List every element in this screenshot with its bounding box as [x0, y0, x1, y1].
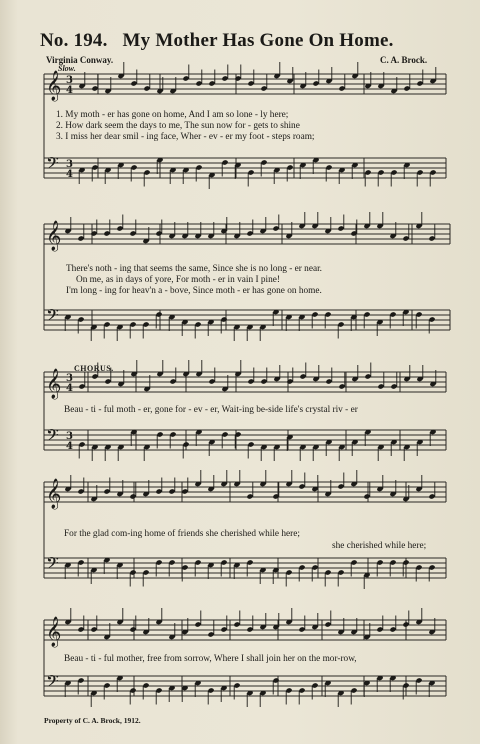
- clefs-5: [46, 616, 61, 695]
- svg-text:4: 4: [66, 383, 73, 394]
- verse-1-line-2: There's noth - ing that seems the same, Since she is no long - er near.: [66, 264, 322, 274]
- svg-text:𝄞: 𝄞: [46, 369, 62, 399]
- treble-staff-1: [44, 74, 446, 94]
- svg-text:4: 4: [66, 441, 73, 452]
- svg-text:4: 4: [66, 169, 73, 180]
- svg-text:𝄢: 𝄢: [46, 153, 59, 177]
- verse-1-line-1: 1. My moth - er has gone on home, And I am so lone - ly here;: [56, 110, 289, 120]
- verse-2-line-1: 2. How dark seem the days to me, The sun now for - gets to shine: [56, 121, 300, 131]
- svg-text:𝄞: 𝄞: [46, 71, 62, 101]
- svg-text:𝄢: 𝄢: [46, 553, 59, 577]
- hymn-title: My Mother Has Gone On Home.: [122, 30, 394, 51]
- svg-text:3: 3: [66, 373, 73, 384]
- svg-text:𝄢: 𝄢: [46, 425, 59, 449]
- svg-text:𝄢: 𝄢: [46, 305, 59, 329]
- svg-text:𝄞: 𝄞: [46, 221, 62, 251]
- verse-3-line-1: 3. I miss her dear smil - ing face, Wher - ev - er my foot - steps roam;: [56, 132, 315, 142]
- svg-text:4: 4: [66, 85, 73, 96]
- chorus-label: CHORUS.: [74, 364, 114, 373]
- svg-text:3: 3: [66, 431, 73, 442]
- svg-text:3: 3: [66, 159, 73, 170]
- treble-staff-3: [44, 372, 446, 392]
- hymn-number: No. 194.: [40, 30, 108, 51]
- system-3: [0, 366, 480, 478]
- composer-credit: C. A. Brock.: [380, 55, 428, 65]
- chorus-line-2-echo: she cherished while here;: [332, 541, 427, 551]
- chorus-line-1: Beau - ti - ful moth - er, gone for - ev - er, Wait-ing be-side life's crystal riv - er: [64, 405, 358, 415]
- bass-staff-1: [44, 158, 446, 178]
- hymn-title-line: [40, 30, 460, 52]
- bass-staff-3: [44, 430, 446, 450]
- verse-3-line-2: I'm long - ing for heav'n a - bove, Since moth - er has gone on home.: [66, 286, 322, 296]
- verse-2-line-2: On me, as in days of yore, For moth - er in vain I pine!: [76, 275, 280, 285]
- svg-text:𝄞: 𝄞: [46, 617, 62, 647]
- svg-text:𝄞: 𝄞: [46, 479, 62, 509]
- chorus-line-2: For the glad com-ing home of friends she cherished while here;: [64, 529, 300, 539]
- tempo-marking: Slow.: [58, 64, 76, 73]
- system-5: [0, 612, 480, 720]
- svg-text:𝄢: 𝄢: [46, 671, 59, 695]
- svg-text:3: 3: [66, 75, 73, 86]
- copyright-footer: Property of C. A. Brock, 1912.: [44, 716, 141, 725]
- chorus-line-3: Beau - ti - ful mother, free from sorrow, Where I shall join her on the mor-row,: [64, 654, 357, 664]
- clefs-2: [46, 220, 61, 329]
- clefs-4: [46, 478, 61, 577]
- lyricist-credit: Virginia Conway.: [46, 55, 114, 65]
